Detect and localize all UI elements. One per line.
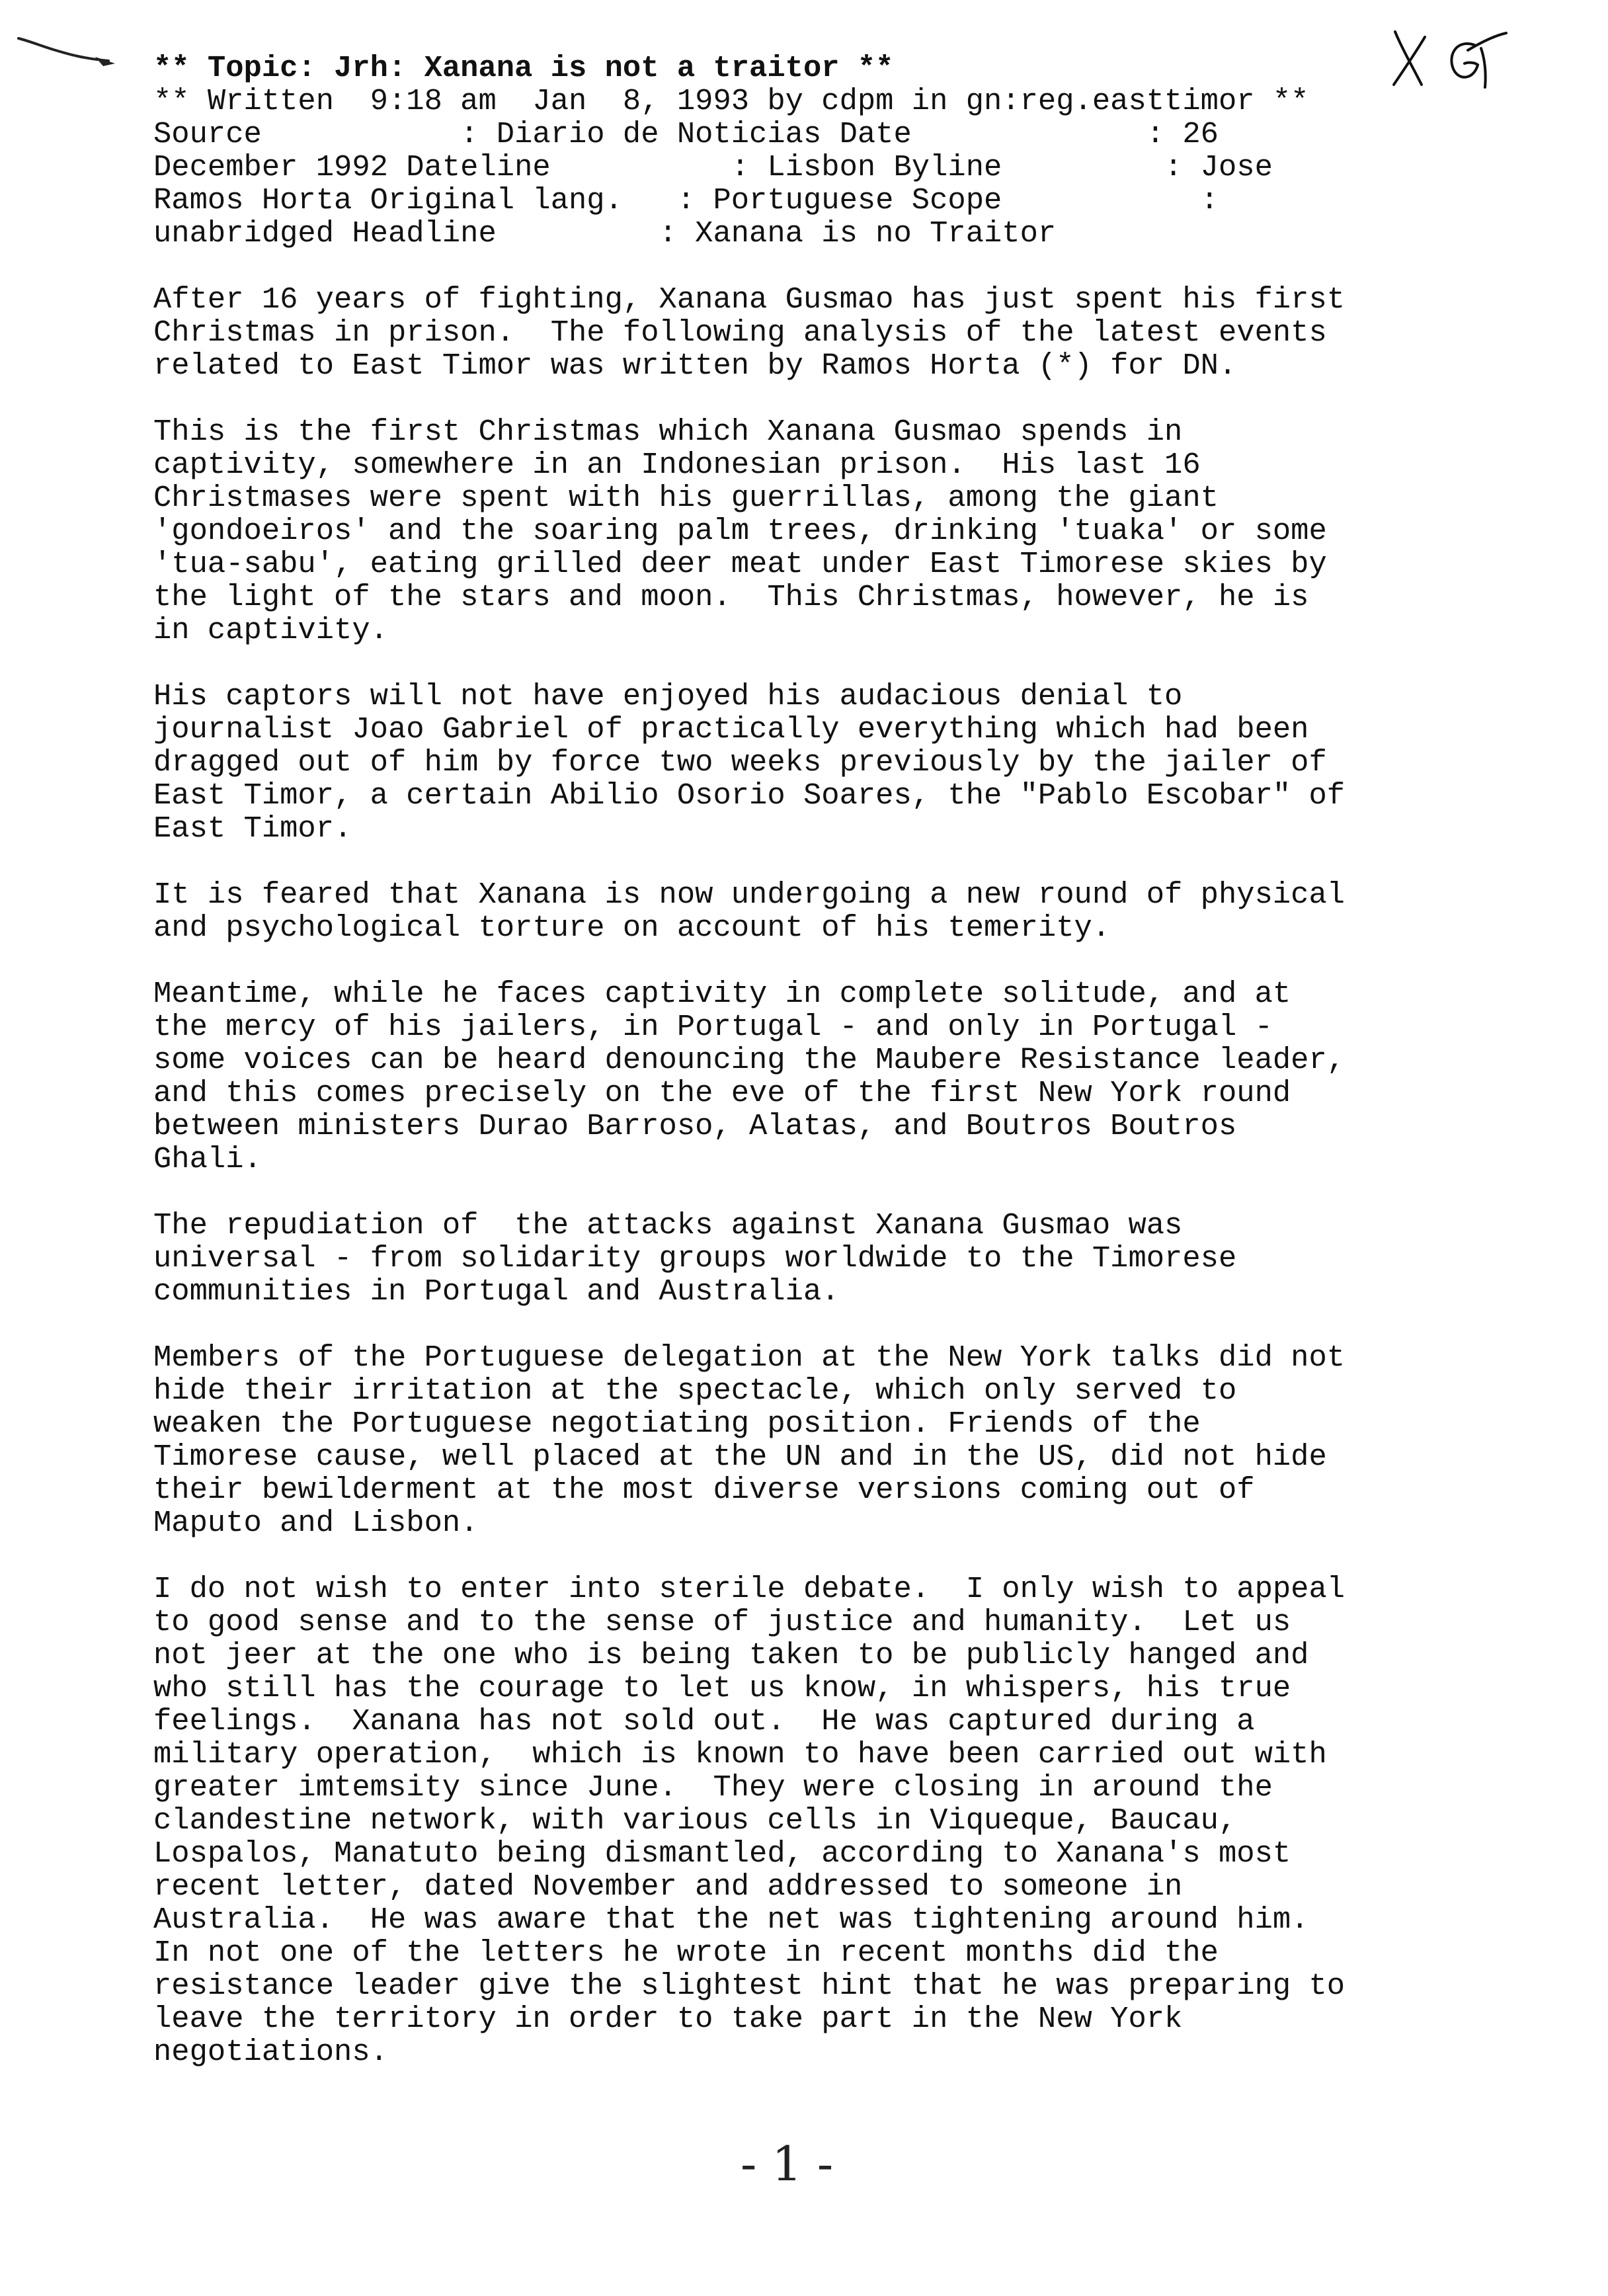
header-meta-line: Ramos Horta Original lang. : Portuguese Scope : <box>153 183 1219 218</box>
paragraph-line: feelings. Xanana has not sold out. He was captured during a <box>153 1704 1255 1739</box>
paragraph-line: It is feared that Xanana is now undergoing a new round of physical <box>153 878 1346 912</box>
paragraph-line: Lospalos, Manatuto being dismantled, according to Xanana's most <box>153 1836 1291 1871</box>
paragraph-line: universal - from solidarity groups worldwide to the Timorese <box>153 1241 1237 1276</box>
paragraph-line: Christmases were spent with his guerrillas, among the giant <box>153 481 1219 515</box>
header-meta-line: Source : Diario de Noticias Date : 26 <box>153 117 1219 151</box>
paragraph-line: journalist Joao Gabriel of practically everything which had been <box>153 712 1309 747</box>
paragraph-spacer <box>153 1308 1476 1341</box>
paragraph-line: related to East Timor was written by Ramos Horta (*) for DN. <box>153 348 1237 383</box>
paragraph-spacer <box>153 944 1476 977</box>
paragraph-line: East Timor. <box>153 811 352 846</box>
paragraph-line: military operation, which is known to have been carried out with <box>153 1737 1327 1772</box>
paragraph-line: 'tua-sabu', eating grilled deer meat under East Timorese skies by <box>153 547 1327 581</box>
paragraph-line: their bewilderment at the most diverse versions coming out of <box>153 1473 1255 1507</box>
paragraph-line: In not one of the letters he wrote in recent months did the <box>153 1936 1219 1970</box>
paragraph-line: 'gondoeiros' and the soaring palm trees, drinking 'tuaka' or some <box>153 514 1327 548</box>
paragraph-line: This is the first Christmas which Xanana Gusmao spends in <box>153 415 1183 449</box>
paragraph-line: weaken the Portuguese negotiating position. Friends of the <box>153 1407 1201 1441</box>
paragraph-line: some voices can be heard denouncing the Maubere Resistance leader, <box>153 1043 1346 1077</box>
paragraph <box>153 1209 1476 1308</box>
paragraph-line: between ministers Durao Barroso, Alatas, and Boutros Boutros <box>153 1109 1237 1143</box>
paragraph-line: the light of the stars and moon. This Christmas, however, he is <box>153 580 1309 614</box>
paragraph <box>153 977 1476 1176</box>
paragraph-line: leave the territory in order to take part in the New York <box>153 2002 1183 2036</box>
paragraph-line: hide their irritation at the spectacle, which only served to <box>153 1374 1237 1408</box>
article-paragraphs <box>153 250 1476 2069</box>
paragraph <box>153 1573 1476 2069</box>
paragraph-spacer <box>153 845 1476 878</box>
paragraph-line: resistance leader give the slightest hint that he was preparing to <box>153 1969 1346 2003</box>
paragraph-line: Members of the Portuguese delegation at the New York talks did not <box>153 1340 1346 1375</box>
paragraph <box>153 1341 1476 1539</box>
paragraph-line: recent letter, dated November and addressed to someone in <box>153 1869 1183 1904</box>
paragraph <box>153 878 1476 944</box>
paragraph-line: and this comes precisely on the eve of the first New York round <box>153 1076 1291 1110</box>
paragraph-line: in captivity. <box>153 613 388 647</box>
header-meta-line: December 1992 Dateline : Lisbon Byline : Jose <box>153 150 1273 184</box>
paragraph-spacer <box>153 647 1476 680</box>
header-meta-line: unabridged Headline : Xanana is no Traitor <box>153 216 1057 251</box>
paragraph-line: to good sense and to the sense of justice and humanity. Let us <box>153 1605 1291 1639</box>
paragraph-spacer <box>153 382 1476 415</box>
paragraph-spacer <box>153 1539 1476 1573</box>
paragraph-line: dragged out of him by force two weeks previously by the jailer of <box>153 745 1327 780</box>
paragraph-line: communities in Portugal and Australia. <box>153 1274 840 1309</box>
paragraph-line: the mercy of his jailers, in Portugal - and only in Portugal - <box>153 1010 1273 1044</box>
paragraph-line: After 16 years of fighting, Xanana Gusmao has just spent his first <box>153 282 1346 317</box>
paragraph-spacer <box>153 1176 1476 1209</box>
paragraph-line: The repudiation of the attacks against Xanana Gusmao was <box>153 1208 1183 1243</box>
paragraph-line: clandestine network, with various cells in Viqueque, Baucau, <box>153 1803 1237 1838</box>
paragraph-line: captivity, somewhere in an Indonesian prison. His last 16 <box>153 448 1201 482</box>
header-meta-line: ** Written 9:18 am Jan 8, 1993 by cdpm in gn:reg.easttimor ** <box>153 84 1309 118</box>
paragraph-line: negotiations. <box>153 2035 388 2069</box>
paragraph <box>153 283 1476 382</box>
paragraph-line: Timorese cause, well placed at the UN and in the US, did not hide <box>153 1440 1327 1474</box>
topic-line: ** Topic: Jrh: Xanana is not a traitor ** <box>153 51 894 85</box>
paragraph-line: Christmas in prison. The following analysis of the latest events <box>153 315 1327 350</box>
paragraph-line: I do not wish to enter into sterile debate. I only wish to appeal <box>153 1572 1346 1606</box>
paragraph-line: Ghali. <box>153 1142 262 1176</box>
article-body <box>153 52 1476 2069</box>
paragraph <box>153 415 1476 647</box>
paragraph-line: His captors will not have enjoyed his audacious denial to <box>153 679 1183 714</box>
paragraph-line: East Timor, a certain Abilio Osorio Soares, the "Pablo Escobar" of <box>153 778 1346 813</box>
paragraph <box>153 680 1476 845</box>
page-number: - 1 - <box>741 2136 834 2192</box>
paragraph-line: not jeer at the one who is being taken to be publicly hanged and <box>153 1638 1309 1672</box>
paragraph-line: Meantime, while he faces captivity in complete solitude, and at <box>153 977 1291 1011</box>
corner-scribble-mark <box>16 32 122 71</box>
paragraph-line: Australia. He was aware that the net was tightening around him. <box>153 1903 1309 1937</box>
paragraph-line: Maputo and Lisbon. <box>153 1506 479 1540</box>
paragraph-line: greater imtemsity since June. They were closing in around the <box>153 1770 1273 1805</box>
paragraph-spacer <box>153 250 1476 283</box>
paragraph-line: and psychological torture on account of his temerity. <box>153 911 1111 945</box>
paragraph-line: who still has the courage to let us know, in whispers, his true <box>153 1671 1291 1705</box>
